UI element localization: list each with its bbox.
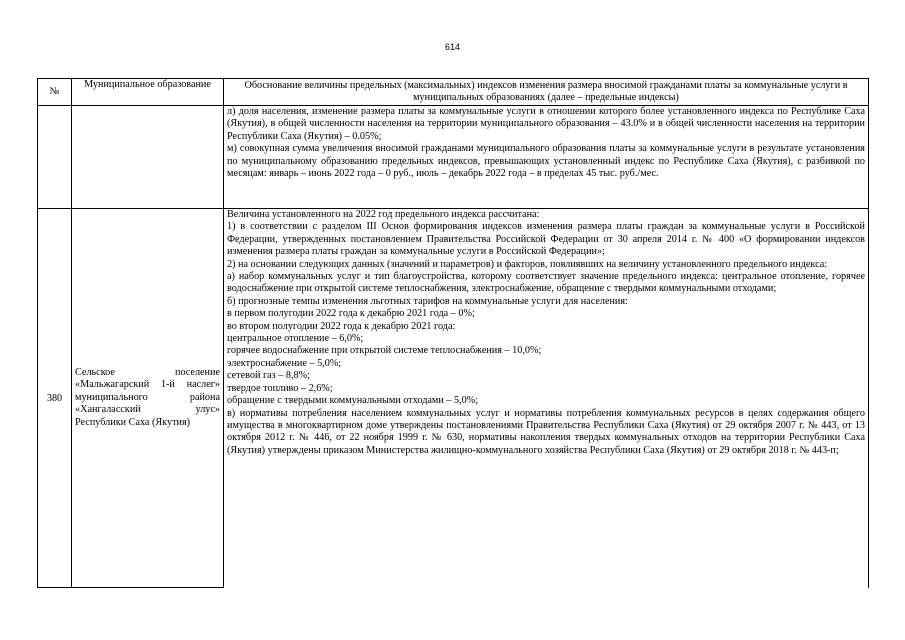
header-number: № — [38, 79, 72, 106]
paragraph: сетевой газ – 8,8%; — [227, 370, 310, 382]
page-number: 614 — [444, 42, 461, 52]
paragraph: твердое топливо – 2,6%; — [227, 382, 333, 394]
paragraph: м) совокупная сумма увеличения вносимой гражданами муниципального образования платы за коммунальные услуги в результате установления по муниципальному образованию предельных индексов, превышающих установленный индекс по Республике Саха (Якутия), с разбивкой по месяцам: январь – июнь 2022 года – 0 руб., июль – декабрь 2022 года – в пределах 45 тыс. руб./мес. — [227, 143, 865, 180]
paragraph: в) нормативы потребления населением коммунальных услуг и нормативы потребления коммунальных ресурсов в целях содержания общего имущества в многоквартирном доме утверждены постановлениями Правительства Республики Саха (Якутия) от 29 октября 2007 г. № 443, от 13 октября 2012 г. № 446, от 22 ноября 1999 г. № 630, нормативы накопления твердых коммунальных отходов на территории Республики Саха (Якутия) утверждены приказом Министерства жилищно-коммунального хозяйства Республики Саха (Якутия) от 29 октября 2018 г. № 443-п; — [227, 407, 865, 456]
paragraph: Величина установленного на 2022 год предельного индекса рассчитана: — [227, 209, 540, 220]
header-basis: Обоснование величины предельных (максимальных) индексов изменения размера вносимой гражданами платы за коммунальные услуги в муниципальных образованиях (далее – предельные индексы) — [224, 79, 869, 106]
row-municipality — [72, 106, 224, 209]
paragraph: 1) в соответствии с разделом III Основ формирования индексов изменения размера платы граждан за коммунальные услуги в Российской Федерации, утвержденных постановлением Правительства Российской Федерации от 30 апреля 2014 г. № 400 «О формировании индексов изменения размера платы граждан за коммунальные услуги в Российской Федерации»; — [227, 221, 865, 258]
table-row-continued — [38, 106, 869, 209]
paragraph: б) прогнозные темпы изменения льготных тарифов на коммунальные услуги для населения: — [227, 295, 628, 307]
table-header-row — [38, 79, 869, 106]
paragraph: 2) на основании следующих данных (значений и параметров) и факторов, повлиявших на величину установленного предельного индекса: — [227, 258, 828, 270]
municipal-index-table — [37, 78, 869, 588]
row-number: 380 — [38, 209, 72, 588]
paragraph: а) набор коммунальных услуг и тип благоустройства, которому соответствует значение предельного индекса: центральное отопление, горячее водоснабжение при открытой системе теплоснабжения, электроснабжение, обращение с твердыми коммунальными отходами; — [227, 271, 865, 295]
paragraph: центральное отопление – 6,0%; — [227, 333, 364, 345]
table-row-380 — [38, 209, 869, 588]
paragraph: во втором полугодии 2022 года к декабрю 2021 года: — [227, 320, 456, 332]
row-basis-text — [224, 106, 869, 209]
row-number — [38, 106, 72, 209]
header-municipality: Муниципальное образование — [72, 79, 224, 106]
row-basis-text — [224, 209, 869, 588]
paragraph: электроснабжение – 5,0%; — [227, 357, 342, 369]
paragraph: обращение с твердыми коммунальными отходами – 5,0%; — [227, 395, 479, 407]
paragraph: в первом полугодии 2022 года к декабрю 2021 года – 0%; — [227, 308, 475, 320]
row-municipality: Сельское поселение «Мальжагарский 1-й наслег» муниципального района «Хангаласский улус» Республики Саха (Якутия) — [72, 209, 224, 588]
paragraph: горячее водоснабжение при открытой системе теплоснабжения – 10,0%; — [227, 345, 542, 357]
paragraph: л) доля населения, изменение размера платы за коммунальные услуги в отношении которого более установленного индекса по Республике Саха (Якутия), в общей численности населения на территории муниципального образования – 43.0% и в общей численности населения на территории Республики Саха (Якутия) – 0.05%; — [227, 106, 865, 142]
